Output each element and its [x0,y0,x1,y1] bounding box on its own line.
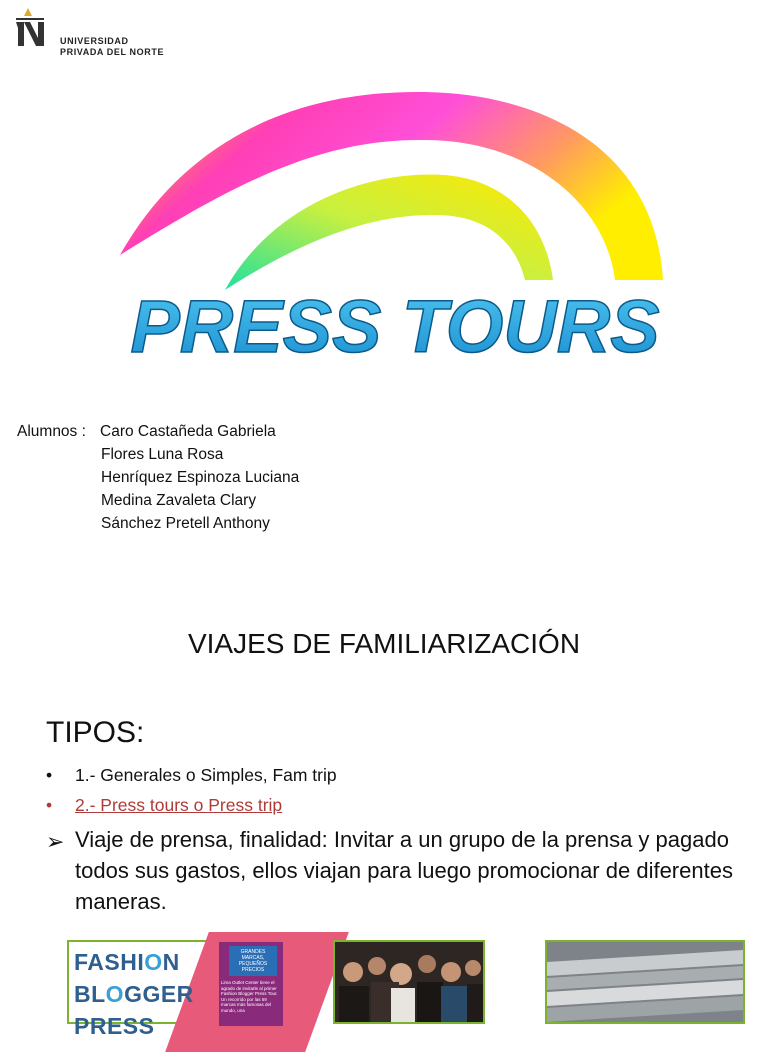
press-tours-banner [95,80,695,368]
list-item [46,760,337,790]
upn-logo-icon [12,6,52,54]
title-part: PRESS [74,1013,155,1039]
title-part: O [144,949,163,975]
description-paragraph [46,824,736,917]
section-title: VIAJES DE FAMILIARIZACIÓN [187,628,581,659]
tipos-list [46,760,337,820]
title-part: GGER [124,981,194,1007]
crowd-photo-graphic [335,942,483,1022]
student-name: Medina Zavaleta Clary [101,492,257,509]
student-name: Flores Luna Rosa [101,446,224,463]
title-part: FASHI [74,949,145,975]
press-tours-title: PRESS TOURS [130,285,660,368]
description-text: Viaje de prensa, finalidad: Invitar a un grupo de la prensa y pagado todos sus gastos, ellos viajan para luego promocionar de diferentes maneras. [75,827,733,914]
title-part: O [105,981,125,1007]
list-item-text[interactable]: 2.- Press tours o Press trip [75,795,283,815]
bullet-icon: • [46,795,53,815]
students-label: Alumnos : [17,423,86,440]
university-logo [12,6,182,56]
university-line-1: UNIVERSIDAD [60,36,129,46]
list-item-text: 1.- Generales o Simples, Fam trip [75,765,337,785]
fashion-blogger-image [67,940,283,1039]
title-part: BL [74,981,106,1007]
bullet-icon: • [46,765,53,785]
inner-arc [225,174,553,290]
fashion-blogger-title [74,946,194,1042]
newspapers-photo [545,940,745,1024]
student-name: Caro Castañeda Gabriela [100,423,276,440]
press-tours-link[interactable] [46,790,337,820]
student-name: Sánchez Pretell Anthony [101,515,270,532]
promo-text: Lima Outlet Center tiene el agrado de invitarle al primer Fashion Blogger Press Tour. Un recorrido por las 59 marcas más famosas del mundo, una [221,980,278,1013]
newspapers-graphic [547,942,743,1022]
students-list [17,420,299,535]
student-name: Henríquez Espinoza Luciana [101,469,300,486]
university-line-2: PRIVADA DEL NORTE [60,47,165,57]
arrow-bullet-icon: ➢ [46,829,65,854]
crowd-photo [333,940,485,1024]
price-badge: GRANDES MARCAS, PEQUEÑOS PRECIOS [229,946,277,976]
university-name [60,36,164,58]
tipos-heading: TIPOS: [46,716,145,749]
title-part: N [162,949,180,975]
